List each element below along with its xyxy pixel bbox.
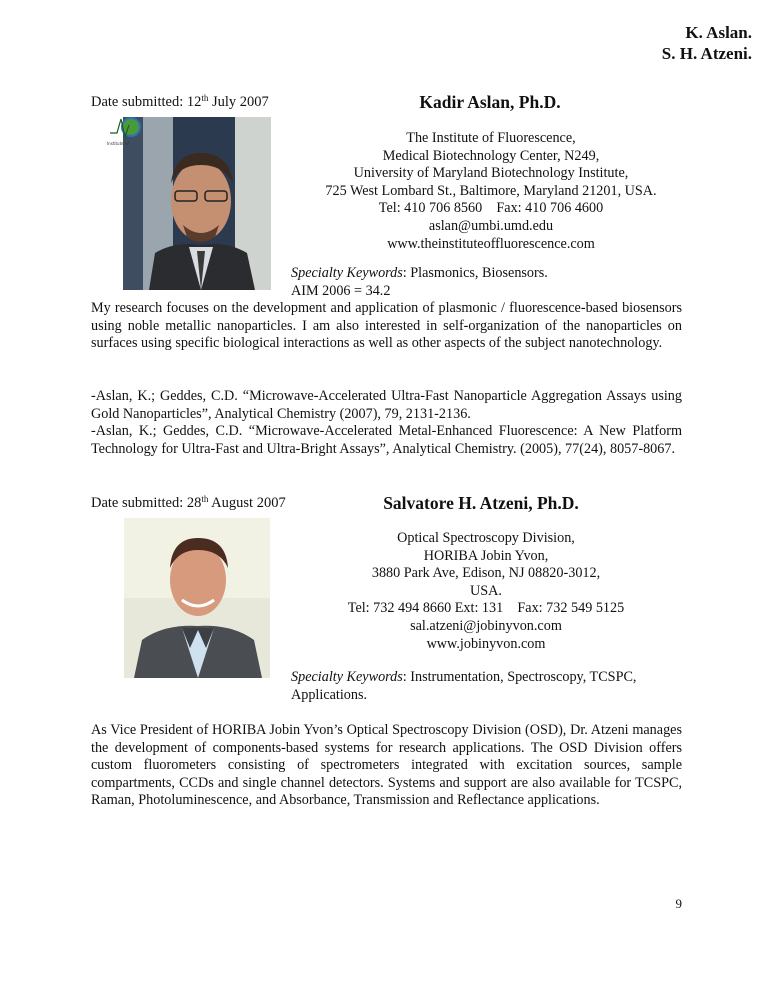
date-submitted-1: Date submitted: 12th July 2007	[91, 93, 269, 110]
contact-website: www.theinstituteoffluorescence.com	[387, 235, 595, 252]
affiliation-line: 725 West Lombard St., Baltimore, Maryland 21201, USA.	[325, 182, 657, 199]
contact-email: aslan@umbi.umd.edu	[428, 217, 554, 234]
contact-email: sal.atzeni@jobinyvon.com	[410, 617, 562, 634]
specialty-keywords-1	[291, 265, 548, 300]
header-author-2: S. H. Atzeni.	[661, 44, 752, 63]
contact-phone-fax: Tel: 410 706 8560 Fax: 410 706 4600	[378, 200, 604, 217]
reference-1: -Aslan, K.; Geddes, C.D. “Microwave-Accelerated Ultra-Fast Nanoparticle Aggregation Assays using Gold Nanoparticles”, Analytical Chemistry (2007), 79, 2131-2136.	[91, 388, 682, 422]
reference-2: -Aslan, K.; Geddes, C.D. “Microwave-Accelerated Metal-Enhanced Fluorescence: A New Platform Technology for Ultra-Fast and Ultra-Bright Assays”, Analytical Chemistry. (2005), 77(24), 8057-8067.	[91, 423, 682, 457]
bio-paragraph-1: My research focuses on the development and application of plasmonic / fluorescence-based biosensors using noble metallic nanoparticles. I am also interested in self-organization of the nanoparticles on surfaces using specific biological interactions as well as other aspects of the subject nanotechnology.	[91, 300, 682, 352]
keywords-value: : Plasmonics, Biosensors.	[402, 265, 548, 281]
bio-paragraph-2: As Vice President of HORIBA Jobin Yvon’s Optical Spectroscopy Division (OSD), Dr. Atzeni manages the development of components-based systems for research applications. The OSD Division offers custom fluorometers consisting of spectrometers integrated with excitation sources, sample compartments, CCDs and single channel detectors. Systems and support are also available for TCSPC, Raman, Photoluminescence, and Absorbance, Transmission and Reflectance applications.	[91, 722, 682, 809]
portrait-photo-2	[124, 518, 270, 678]
keywords-label: Specialty Keywords	[291, 265, 403, 281]
affiliation-line: University of Maryland Biotechnology Institute,	[353, 165, 629, 182]
affiliation-line: Optical Spectroscopy Division,	[397, 530, 575, 546]
affiliation-line: Medical Biotechnology Center, N249,	[382, 147, 600, 164]
contact-website: www.jobinyvon.com	[426, 635, 546, 652]
affiliation-line: The Institute of Fluorescence,	[406, 130, 576, 146]
profile-name-2: Salvatore H. Atzeni, Ph.D.	[383, 493, 579, 513]
affiliation-line: USA.	[470, 582, 502, 599]
running-header-authors	[662, 22, 752, 64]
header-author-1: K. Aslan.	[685, 23, 752, 42]
affiliation-block-1	[291, 130, 691, 253]
date-submitted-2: Date submitted: 28th August 2007	[91, 494, 286, 511]
page-number: 9	[675, 896, 682, 911]
affiliation-line: 3880 Park Ave, Edison, NJ 08820-3012,	[371, 565, 601, 582]
keywords-value: : Instrumentation, Spectroscopy, TCSPC,	[402, 669, 637, 685]
keywords-label: Specialty Keywords	[291, 669, 403, 685]
affiliation-line: HORIBA Jobin Yvon,	[423, 547, 549, 564]
portrait-photo-1	[105, 113, 271, 290]
specialty-keywords-2	[291, 669, 636, 704]
keywords-value-continued: Applications.	[291, 686, 368, 703]
aim-score: AIM 2006 = 34.2	[291, 282, 391, 299]
svg-text:Institute of: Institute of	[107, 141, 129, 146]
contact-phone-fax: Tel: 732 494 8660 Ext: 131 Fax: 732 549 5125	[347, 600, 625, 617]
affiliation-block-2	[291, 530, 681, 653]
profile-name-1: Kadir Aslan, Ph.D.	[419, 92, 561, 112]
